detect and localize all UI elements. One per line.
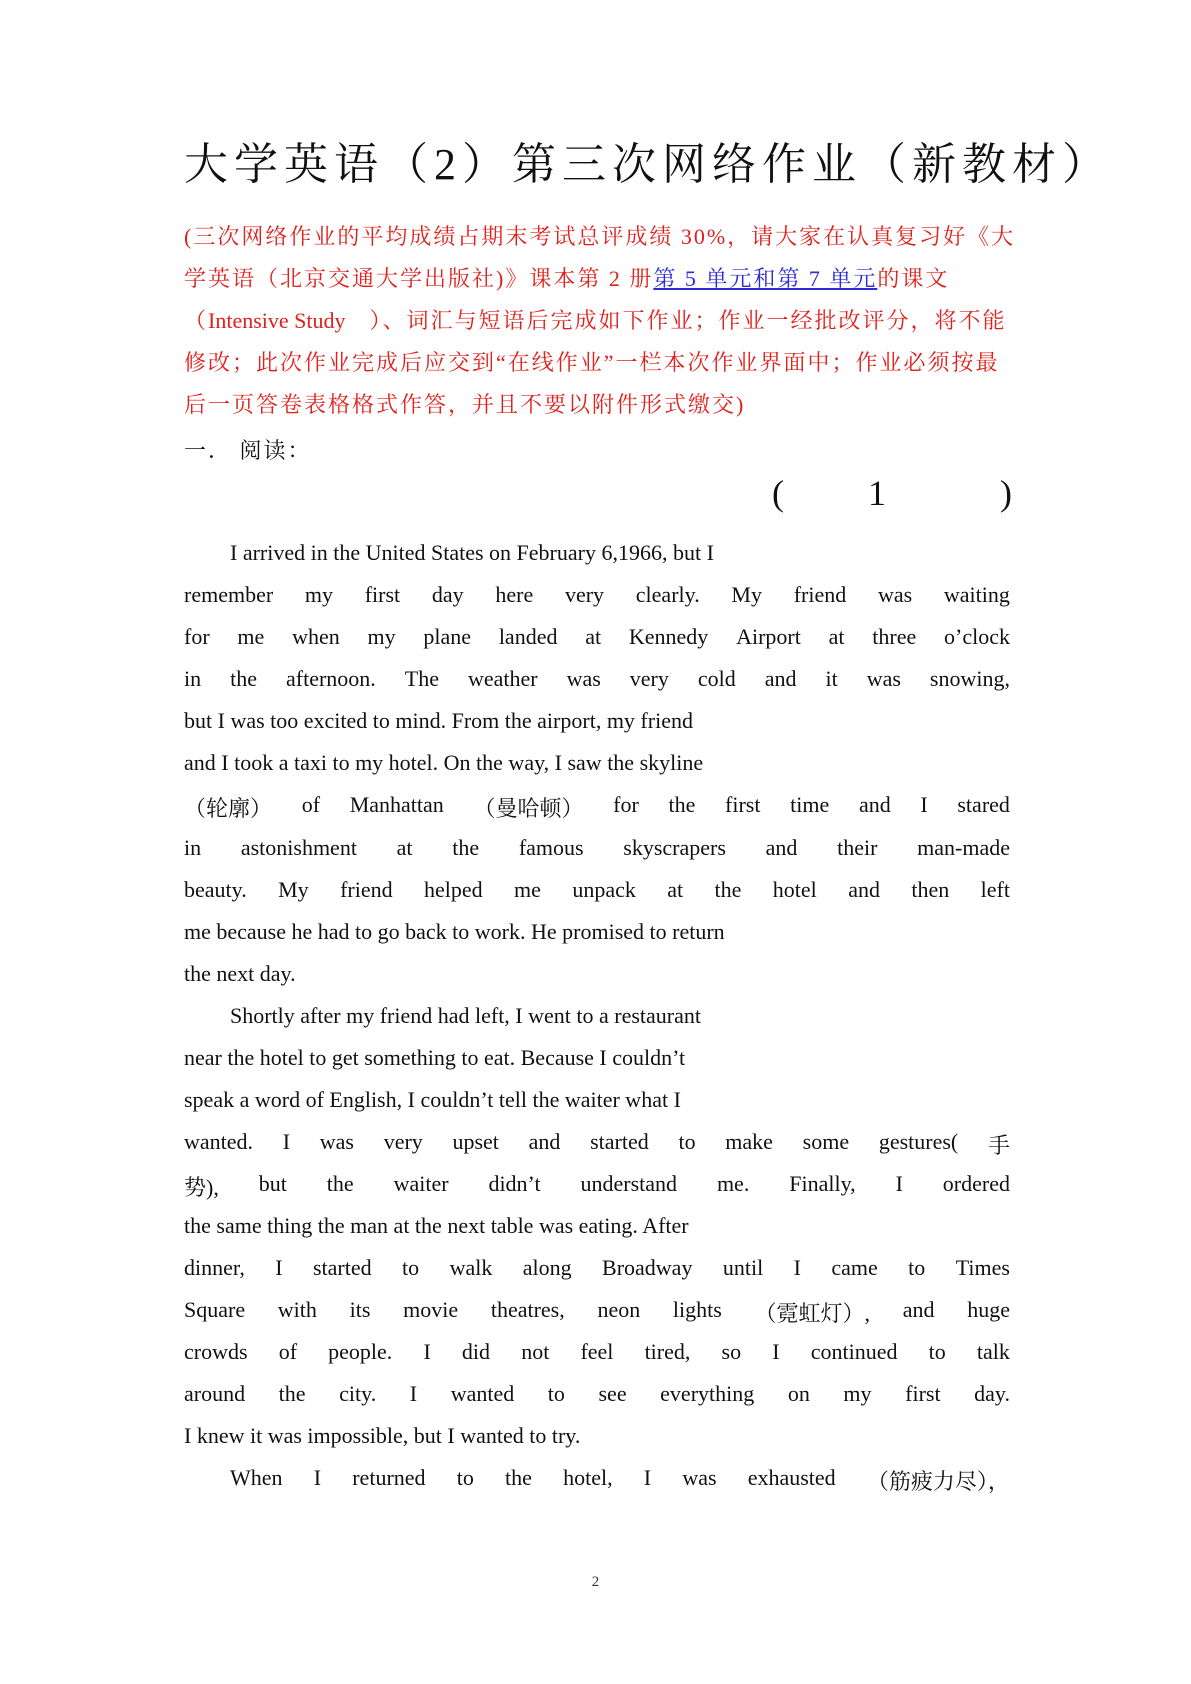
passage-line	[184, 1297, 1010, 1328]
passage-word: lights	[672, 1297, 722, 1322]
passage-word: exhausted	[747, 1465, 836, 1490]
passage-word: I	[920, 792, 928, 817]
passage-word: left	[980, 877, 1010, 902]
passage-word: waiter	[393, 1171, 449, 1196]
passage-line	[184, 666, 1010, 692]
passage-word: at	[828, 624, 845, 649]
passage-word: I	[895, 1171, 903, 1196]
passage-word: I	[313, 1465, 322, 1490]
passage-word: unpack	[572, 877, 636, 902]
passage-word: in	[184, 666, 202, 691]
passage-word: its	[349, 1297, 371, 1322]
passage-word: along	[522, 1255, 572, 1280]
passage-line: I knew it was impossible, but I wanted to try.	[184, 1423, 581, 1448]
passage-line	[184, 582, 1010, 608]
passage-word: astonishment	[240, 835, 357, 860]
passage-word: at	[396, 835, 413, 860]
notice-unit-link: 第 5 单元和第 7 单元	[653, 266, 878, 291]
passage-word: very	[564, 582, 605, 607]
passage-line: Shortly after my friend had left, I went to a restaurant	[230, 1003, 702, 1028]
passage-word: My	[731, 582, 762, 607]
passage-word: （轮廓）	[184, 796, 273, 821]
passage-word: was	[866, 666, 901, 691]
passage-word: city.	[339, 1381, 377, 1406]
passage-word: started	[590, 1129, 649, 1154]
passage-word: but	[258, 1171, 287, 1196]
passage-word: was	[877, 582, 913, 607]
passage-word: （曼哈顿）	[473, 796, 584, 821]
passage-word: of	[278, 1339, 298, 1364]
passage-word: at	[667, 877, 684, 902]
passage-word: was	[566, 666, 601, 691]
passage-word: I	[409, 1381, 418, 1406]
passage-line: I arrived in the United States on February 6,1966, but I	[230, 540, 714, 565]
passage-word: with	[277, 1297, 317, 1322]
passage-number-open: (	[772, 473, 784, 513]
passage-line	[184, 1171, 1010, 1202]
passage-word: the	[714, 877, 742, 902]
passage-line	[184, 624, 1010, 650]
passage-word: o’clock	[944, 624, 1010, 649]
passage-word: first	[364, 582, 401, 607]
passage-word: I	[423, 1339, 431, 1364]
passage-word: was	[319, 1129, 354, 1154]
passage-word: I	[282, 1129, 291, 1154]
passage-word: talk	[976, 1339, 1010, 1364]
passage-line: the same thing the man at the next table was eating. After	[184, 1213, 689, 1238]
passage-line: but I was too excited to mind. From the airport, my friend	[184, 708, 693, 733]
passage-word: me	[514, 877, 541, 902]
passage-line	[184, 1129, 1010, 1160]
passage-word: returned	[352, 1465, 426, 1490]
notice-text-3: ）、词汇与短语后完成如下作业；作业一经批改评分，将不能修改；此次作业完成后应交到“在线作业”一栏本次作业界面中；作业必须按最后一页答卷表格格式作答，并且不要以附件形式缴交)	[184, 308, 1007, 417]
passage-word: and	[765, 835, 798, 860]
passage-line	[184, 792, 1010, 823]
passage-word: When	[230, 1465, 283, 1490]
passage-word: the	[278, 1381, 306, 1406]
passage-word: my	[367, 624, 396, 649]
passage-word: famous	[518, 835, 584, 860]
passage-word: very	[383, 1129, 423, 1154]
passage-word: to	[908, 1255, 926, 1280]
passage-word: my	[843, 1381, 872, 1406]
passage-word: it	[825, 666, 838, 691]
passage-word: here	[495, 582, 534, 607]
passage-word: afternoon.	[285, 666, 376, 691]
passage-word: Kennedy	[628, 624, 709, 649]
notice-text-1: (三次网络作业的平均成绩占期末考试总评成绩 30%，请大家在认真复习好《大学英语（北京交通大学出版社)》课本第 2 册	[184, 224, 1016, 291]
passage-word: hotel,	[563, 1465, 613, 1490]
passage-word: gestures(	[878, 1129, 959, 1154]
passage-word: was	[682, 1465, 717, 1490]
passage-word: beauty.	[184, 877, 247, 902]
passage-word: until	[722, 1255, 764, 1280]
passage-word: in	[184, 835, 202, 860]
passage-word: friend	[340, 877, 393, 902]
passage-word: to	[678, 1129, 696, 1154]
passage-line	[230, 1465, 1010, 1496]
passage-word: I	[643, 1465, 652, 1490]
passage-word: for	[613, 792, 639, 817]
passage-word: the	[505, 1465, 532, 1490]
passage-number-value: 1	[868, 473, 886, 513]
passage-line: near the hotel to get something to eat. Because I couldn’t	[184, 1045, 686, 1070]
passage-word: some	[802, 1129, 850, 1154]
passage-word: everything	[660, 1381, 755, 1406]
passage-word: stared	[957, 792, 1010, 817]
passage-word: then	[911, 877, 950, 902]
passage-word: helped	[423, 877, 483, 902]
passage-word: movie	[403, 1297, 459, 1322]
passage-word: wanted.	[184, 1129, 254, 1154]
passage-word: huge	[967, 1297, 1010, 1322]
passage-word: did	[461, 1339, 491, 1364]
passage-word: wanted	[450, 1381, 515, 1406]
passage-line: and I took a taxi to my hotel. On the way, I saw the skyline	[184, 750, 704, 775]
passage-word: remember	[184, 582, 274, 607]
passage-line: the next day.	[184, 961, 296, 986]
passage-word: Times	[955, 1255, 1010, 1280]
passage-word: dinner,	[184, 1255, 245, 1280]
passage-word: at	[585, 624, 602, 649]
passage-word: for	[184, 624, 210, 649]
passage-word: day	[431, 582, 464, 607]
passage-word: landed	[498, 624, 558, 649]
passage-word: see	[598, 1381, 627, 1406]
passage-line: speak a word of English, I couldn’t tell the waiter what I	[184, 1087, 681, 1112]
passage-word: the	[326, 1171, 354, 1196]
passage-word: crowds	[184, 1339, 248, 1364]
passage-word: to	[547, 1381, 565, 1406]
passage-word: first	[905, 1381, 941, 1406]
passage-word: walk	[449, 1255, 493, 1280]
assignment-notice	[184, 216, 1020, 426]
passage-word: plane	[423, 624, 472, 649]
passage-word: Airport	[736, 624, 801, 649]
passage-word: continued	[810, 1339, 898, 1364]
passage-word: cold	[697, 666, 736, 691]
passage-word: Square	[184, 1297, 246, 1322]
passage-word: to	[402, 1255, 420, 1280]
passage-word: their	[837, 835, 878, 860]
passage-word: Manhattan	[349, 792, 444, 817]
passage-word: （筋疲力尽），	[866, 1469, 1010, 1494]
passage-word: The	[404, 666, 439, 691]
passage-word: me	[237, 624, 265, 649]
passage-word: 势),	[184, 1175, 219, 1200]
passage-line	[184, 877, 1010, 903]
passage-word: the	[230, 666, 257, 691]
passage-word: ordered	[942, 1171, 1010, 1196]
passage-word: me.	[716, 1171, 750, 1196]
passage-word: weather	[467, 666, 538, 691]
passage-line: me because he had to go back to work. He promised to return	[184, 919, 725, 944]
passage-word: came	[831, 1255, 878, 1280]
passage-word: to	[928, 1339, 946, 1364]
passage-word: around	[184, 1381, 246, 1406]
section-heading: 一． 阅读：	[184, 438, 312, 463]
passage-word: I	[275, 1255, 283, 1280]
passage-word: make	[725, 1129, 773, 1154]
passage-word: My	[278, 877, 309, 902]
page-number: 2	[591, 1574, 600, 1590]
passage-word: friend	[793, 582, 847, 607]
passage-line	[184, 1255, 1010, 1281]
passage-word: the	[668, 792, 696, 817]
passage-word: and	[764, 666, 797, 691]
passage-line	[184, 1339, 1010, 1365]
passage-word: snowing,	[929, 666, 1010, 691]
passage-word: Finally,	[789, 1171, 856, 1196]
notice-intensive-study: Intensive Study	[208, 308, 346, 333]
document-title: 大学英语（2）第三次网络作业（新教材）	[184, 140, 1112, 189]
passage-word: I	[772, 1339, 780, 1364]
passage-word: three	[872, 624, 917, 649]
passage-word: understand	[580, 1171, 678, 1196]
passage-word: started	[312, 1255, 372, 1280]
passage-word: hotel	[772, 877, 817, 902]
passage-number-close: )	[1000, 473, 1012, 513]
passage-word: clearly.	[635, 582, 700, 607]
passage-word: Broadway	[602, 1255, 693, 1280]
passage-word: on	[787, 1381, 810, 1406]
passage-word: upset	[452, 1129, 499, 1154]
passage-word: time	[790, 792, 830, 817]
passage-word: waiting	[943, 582, 1010, 607]
passage-word: first	[725, 792, 761, 817]
notice-text-2: 的课文（	[184, 266, 950, 333]
passage-line	[184, 1381, 1010, 1407]
passage-word: very	[629, 666, 669, 691]
passage-word: tired,	[644, 1339, 691, 1364]
passage-word: and	[528, 1129, 561, 1154]
passage-word: my	[304, 582, 334, 607]
passage-word: so	[721, 1339, 742, 1364]
passage-word: and	[902, 1297, 935, 1322]
passage-word: and	[858, 792, 891, 817]
passage-number	[772, 472, 1012, 514]
passage-word: not	[521, 1339, 550, 1364]
passage-word: when	[292, 624, 340, 649]
passage-word: didn’t	[488, 1171, 541, 1196]
passage-word: people.	[328, 1339, 393, 1364]
passage-word: and	[848, 877, 880, 902]
passage-word: the	[452, 835, 480, 860]
passage-word: feel	[580, 1339, 614, 1364]
passage-word: day.	[974, 1381, 1010, 1406]
passage-line	[184, 835, 1010, 861]
passage-word: （霓虹灯）,	[754, 1301, 871, 1326]
passage-word: skyscrapers	[623, 835, 726, 860]
passage-word: 手	[987, 1133, 1010, 1158]
passage-word: neon	[597, 1297, 641, 1322]
passage-word: of	[301, 792, 321, 817]
passage-word: I	[793, 1255, 801, 1280]
passage-word: to	[456, 1465, 474, 1490]
passage-word: theatres,	[490, 1297, 565, 1322]
passage-word: man-made	[917, 835, 1010, 860]
